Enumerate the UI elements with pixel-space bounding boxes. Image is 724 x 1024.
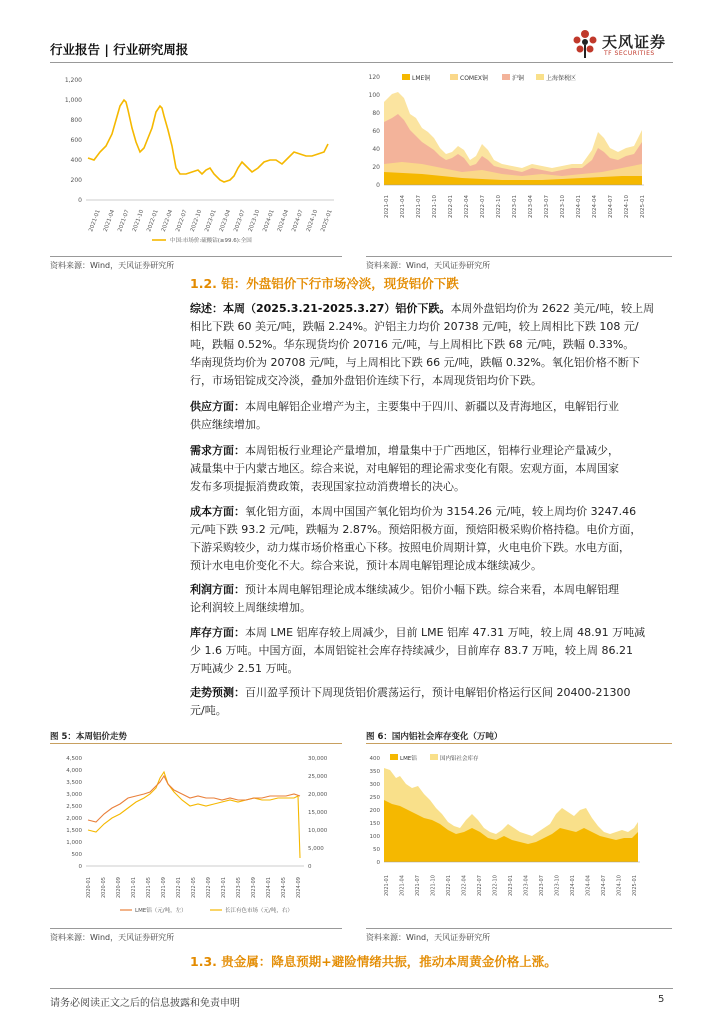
paragraph-supply [190, 398, 672, 434]
y-tick-right: 20,000 [308, 792, 328, 798]
paragraph-summary [190, 300, 672, 390]
y-tick-right: 15,000 [308, 810, 328, 816]
x-tick: 2023-01 [204, 209, 218, 233]
x-tick: 2021-05 [146, 877, 152, 898]
y-tick: 100 [369, 834, 380, 840]
x-tick: 2020-01 [86, 877, 92, 898]
y-tick-right: 5,000 [308, 846, 324, 852]
x-tick: 2022-04 [160, 209, 175, 233]
x-tick: 2021-01 [131, 877, 137, 898]
paragraph-cost [190, 503, 672, 575]
x-tick: 2023-01 [221, 877, 227, 898]
x-tick: 2022-01 [176, 877, 182, 898]
x-tick: 2022-01 [446, 875, 452, 896]
y-tick: 500 [71, 852, 82, 858]
x-tick: 2022-04 [464, 195, 470, 218]
x-tick: 2024-07 [601, 875, 607, 896]
source-note: 资料来源：Wind，天风证券研究所 [366, 261, 491, 270]
legend-swatch-lme [390, 754, 398, 760]
changjiang-aluminum-line [88, 772, 300, 858]
x-tick: 2021-04 [102, 209, 117, 233]
paragraph-label: 走势预测： [190, 686, 245, 699]
y-tick-right: 25,000 [308, 774, 328, 780]
y-tick: 80 [372, 110, 380, 117]
text-line: 发布多项提振消费政策，表现国家拉动消费增长的决心。 [190, 480, 465, 493]
x-tick: 2024-07 [291, 209, 305, 233]
legend-label: 沪铜 [512, 75, 525, 82]
y-tick: 4,500 [66, 756, 82, 762]
x-tick: 2023-10 [247, 209, 262, 233]
y-tick: 3,500 [66, 780, 82, 786]
y-tick: 200 [369, 808, 380, 814]
y-tick: 200 [70, 177, 82, 184]
x-tick: 2020-09 [116, 877, 122, 898]
y-tick: 2,500 [66, 804, 82, 810]
y-tick: 800 [70, 117, 82, 124]
x-tick: 2021-10 [131, 209, 146, 233]
x-tick: 2023-05 [236, 877, 242, 898]
x-tick: 2024-04 [585, 875, 592, 896]
x-tick: 2024-01 [576, 195, 582, 218]
x-tick: 2022-07 [175, 209, 189, 233]
text-line: 预计水电电价变化不大。综合来说，预计本周电解铝理论成本继续减少。 [190, 559, 542, 572]
text-line: 本周铝板行业理论产量增加，增量集中于广西地区，铝棒行业理论产量减少， [245, 444, 619, 457]
x-tick: 2021-01 [384, 875, 390, 896]
source-note: 资料来源：Wind，天风证券研究所 [366, 933, 491, 942]
text-line: 减量集中于内蒙古地区。综合来说，对电解铝的理论需求变化有限。宏观方面，本周国家 [190, 462, 619, 475]
logo-flower-icon [570, 28, 600, 60]
x-tick: 2024-10 [305, 209, 320, 233]
y-tick: 400 [369, 756, 380, 762]
x-tick: 2021-10 [430, 875, 437, 896]
y-tick: 1,000 [66, 840, 82, 846]
x-tick: 2021-04 [399, 875, 406, 896]
text-line: 万吨减少 2.51 万吨。 [190, 662, 299, 675]
paragraph-label: 供应方面： [190, 400, 245, 413]
text-line: 百川盈孚预计下周现货铝价震荡运行，预计电解铝价格运行区间 20400-21300 [245, 686, 631, 699]
text-line: 本周电解铝企业增产为主，主要集中于四川、新疆以及青海地区，电解铝行业 [245, 400, 619, 413]
x-tick: 2023-07 [544, 195, 550, 218]
y-tick: 300 [369, 782, 380, 788]
source-divider [50, 928, 342, 929]
report-header-title: 行业报告 | 行业研究周报 [50, 42, 189, 57]
x-tick: 2023-10 [554, 875, 561, 896]
text-line: 本周 LME 铝库存较上周减少，目前 LME 铝库 47.31 万吨，较上周 48.91 万吨减 [245, 626, 646, 639]
legend-label: 国内铝社会库存 [440, 756, 479, 762]
y-tick-right: 10,000 [308, 828, 328, 834]
source-divider [366, 928, 672, 929]
text-line: 论利润较上周继续增加。 [190, 601, 311, 614]
x-tick: 2022-10 [492, 875, 499, 896]
paragraph-label: 利润方面： [190, 583, 245, 596]
x-tick: 2022-04 [461, 875, 468, 896]
paragraph-profit [190, 581, 672, 617]
x-axis-labels [86, 877, 302, 898]
x-tick: 2025-01 [632, 875, 638, 896]
source-divider [366, 256, 672, 257]
legend-swatch-shfe [502, 74, 510, 80]
section-heading-precious-metals: 1.3. 贵金属：降息预期+避险情绪共振，推动本周黄金价格上涨。 [190, 954, 557, 969]
text-line: 相比下跌 60 美元/吨，跌幅 2.24%。沪铝主力均价 20738 元/吨，较上周相比下跌 108 元/ [190, 320, 639, 333]
x-tick: 2021-01 [88, 209, 102, 233]
x-axis-labels [384, 875, 638, 896]
figure-divider [366, 743, 672, 744]
x-tick: 2022-01 [146, 209, 160, 233]
x-tick: 2023-10 [560, 195, 566, 218]
legend-label: COMEX铜 [460, 75, 488, 82]
x-tick: 2022-07 [480, 195, 486, 218]
footer-divider [50, 988, 673, 989]
legend-label: 中国:市场价:硫酸钴(≥99.6):全国 [170, 238, 252, 244]
logo-chinese-text: 天风证券 [602, 33, 667, 51]
cobalt-price-line [88, 100, 328, 182]
y-tick: 250 [369, 795, 380, 801]
paragraph-trend [190, 684, 672, 720]
text-line: 下游采购较少，动力煤市场价格重心下移。按照电价周期计算，火电电价下跌。水电方面， [190, 541, 630, 554]
paragraph-label: 综述：本周（2025.3.21-2025.3.27）铝价下跌。 [190, 302, 451, 315]
paragraph-label: 库存方面： [190, 626, 245, 639]
x-tick: 2024-07 [608, 195, 614, 218]
legend-label: 上海保税区 [546, 75, 577, 82]
x-tick: 2022-07 [477, 875, 483, 896]
y-tick: 0 [78, 197, 82, 204]
y-tick: 0 [376, 182, 380, 189]
text-line: 本周外盘铝均价为 2622 美元/吨，较上周 [450, 302, 655, 315]
paragraph-label: 成本方面： [190, 505, 245, 518]
x-tick: 2024-09 [296, 877, 302, 898]
x-tick: 2023-01 [512, 195, 518, 218]
y-tick: 600 [70, 137, 82, 144]
x-tick: 2023-09 [251, 877, 257, 898]
text-line: 华南现货均价为 20708 元/吨，与上周相比下跌 66 元/吨，跌幅 0.32%。氧化铝价格不断下 [190, 356, 640, 369]
y-tick: 4,000 [66, 768, 82, 774]
page-number: 5 [658, 994, 665, 1005]
y-tick: 20 [372, 164, 380, 171]
y-tick: 150 [369, 821, 380, 827]
figure6-caption: 图 6：国内铝社会库存变化（万吨） [366, 732, 503, 742]
legend-swatch-comex [450, 74, 458, 80]
y-tick: 40 [372, 146, 380, 153]
y-tick-right: 30,000 [308, 756, 328, 762]
source-note: 资料来源：Wind，天风证券研究所 [50, 933, 175, 942]
x-tick: 2021-07 [117, 209, 131, 233]
text-line: 预计本周电解铝理论成本继续减少。铝价小幅下跌。综合来看，本周电解铝理 [245, 583, 619, 596]
y-tick: 2,000 [66, 816, 82, 822]
x-tick: 2021-10 [432, 195, 438, 218]
x-tick: 2021-07 [416, 195, 422, 218]
text-line: 行，市场铝锭成交冷淡，叠加外盘铝价连续下行，本周现货铝均价下跌。 [190, 374, 542, 387]
y-tick: 0 [376, 860, 380, 866]
x-tick: 2022-10 [496, 195, 502, 218]
legend-label: LME铝 [400, 756, 417, 762]
legend-label: LME铜 [412, 75, 431, 82]
section-heading-aluminum: 1.2. 铝：外盘铝价下行市场冷淡，现货铝价下跌 [190, 276, 459, 291]
x-tick: 2024-01 [262, 209, 276, 233]
text-line: 吨，跌幅 0.52%。华东现货均价 20716 元/吨，与上周相比下跌 68 元/吨，跌幅 0.33%。 [190, 338, 635, 351]
y-tick: 120 [368, 74, 380, 81]
legend-label: 长江有色市场（元/吨，右） [225, 908, 293, 914]
x-tick: 2023-04 [523, 875, 530, 896]
text-line: 供应继续增加。 [190, 418, 267, 431]
y-tick: 1,200 [64, 77, 82, 84]
company-logo [570, 28, 675, 62]
x-tick: 2020-05 [101, 877, 107, 898]
figure5-caption: 图 5：本周铝价走势 [50, 732, 127, 742]
y-tick: 100 [368, 92, 380, 99]
x-tick: 2024-04 [276, 209, 291, 233]
x-tick: 2021-04 [400, 195, 406, 218]
x-tick: 2022-09 [206, 877, 212, 898]
paragraph-inventory [190, 624, 672, 678]
paragraph-demand [190, 442, 672, 496]
top-right-stock-chart [362, 68, 662, 250]
legend-swatch-lme [402, 74, 410, 80]
y-tick: 60 [372, 128, 380, 135]
text-line: 元/吨。 [190, 704, 227, 717]
x-tick: 2021-09 [161, 877, 167, 898]
x-tick: 2024-05 [281, 877, 287, 898]
y-tick: 3,000 [66, 792, 82, 798]
y-tick: 1,000 [64, 97, 82, 104]
paragraph-label: 需求方面： [190, 444, 245, 457]
x-tick: 2023-07 [233, 209, 247, 233]
x-axis-labels [88, 209, 333, 233]
x-tick: 2023-01 [508, 875, 514, 896]
text-line: 氧化铝方面，本周中国国产氧化铝均价为 3154.26 元/吨，较上周均价 3247.46 [245, 505, 637, 518]
top-left-price-chart [62, 70, 352, 250]
legend-swatch-domestic [430, 754, 438, 760]
y-tick: 50 [373, 847, 380, 853]
source-divider [50, 256, 342, 257]
y-tick: 0 [78, 864, 82, 870]
header-divider [50, 62, 673, 63]
disclaimer-note: 请务必阅读正文之后的信息披露和免责申明 [50, 998, 240, 1009]
figure5-aluminum-price-chart [50, 748, 342, 920]
x-tick: 2024-01 [266, 877, 272, 898]
text-line: 元/吨下跌 93.2 元/吨，跌幅为 2.87%。预焙阳极方面，预焙阳极采购价格持稳。电价方面， [190, 523, 642, 536]
logo-english-text: TF SECURITIES [604, 50, 655, 57]
legend-swatch-bonded [536, 74, 544, 80]
x-tick: 2023-07 [539, 875, 545, 896]
x-tick: 2023-04 [218, 209, 233, 233]
x-tick: 2022-05 [191, 877, 197, 898]
y-tick: 1,500 [66, 828, 82, 834]
legend-label: LME铝（元/吨，左） [135, 908, 187, 914]
text-line: 少 1.6 万吨。中国方面，本周铝锭社会库存持续减少，目前库存 83.7 万吨，较上周 86.21 [190, 644, 633, 657]
source-note: 资料来源：Wind，天风证券研究所 [50, 261, 175, 270]
x-tick: 2022-01 [448, 195, 454, 218]
x-tick: 2021-07 [415, 875, 421, 896]
figure-divider [50, 743, 342, 744]
x-tick: 2024-04 [592, 195, 598, 218]
figure6-inventory-chart [366, 748, 666, 920]
y-tick: 400 [70, 157, 82, 164]
x-tick: 2024-01 [570, 875, 576, 896]
x-tick: 2025-01 [640, 195, 646, 218]
x-axis-labels [384, 195, 646, 218]
x-tick: 2023-04 [528, 195, 534, 218]
y-tick-right: 0 [308, 864, 312, 870]
x-tick: 2022-10 [189, 209, 204, 233]
lme-aluminum-line [88, 776, 300, 822]
x-tick: 2024-10 [616, 875, 623, 896]
y-tick: 350 [369, 769, 380, 775]
x-tick: 2025-01 [320, 209, 334, 233]
x-tick: 2021-01 [384, 195, 390, 218]
x-tick: 2024-10 [624, 195, 630, 218]
